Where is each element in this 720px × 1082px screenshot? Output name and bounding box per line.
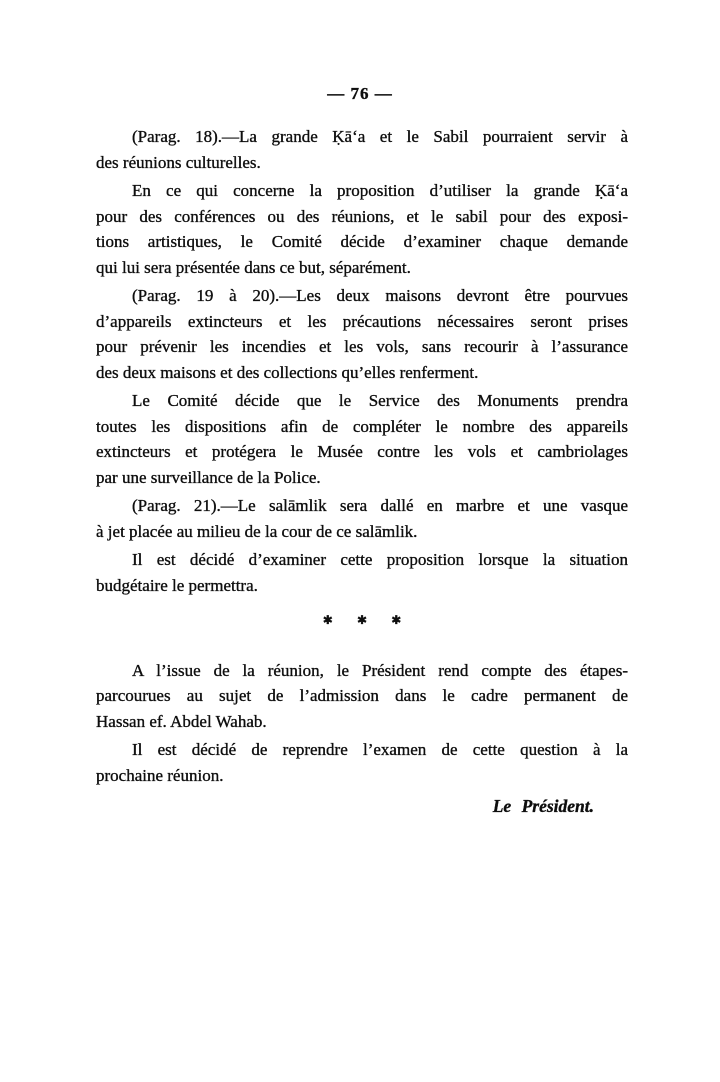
text-line: Le Comité décide que le Service des Monuments prendra (132, 391, 628, 410)
section-divider: ✱ ✱ ✱ (322, 613, 412, 627)
paragraph (96, 388, 628, 490)
text-line: des deux maisons et des collections qu’elles renferment. (96, 362, 479, 382)
text-line: parcourues au sujet de l’admission dans le cadre permanent de (96, 686, 628, 705)
page-number: — 76 — (327, 84, 393, 103)
paragraph (96, 737, 628, 788)
text-line: à jet placée au milieu de la cour de ce salāmlik. (96, 521, 418, 541)
text-line: budgétaire le permettra. (96, 575, 258, 595)
text-line: En ce qui concerne la proposition d’utiliser la grande Ḳā‘a (132, 181, 628, 200)
paragraph (96, 658, 628, 735)
paragraph (96, 178, 628, 280)
paragraph (96, 283, 628, 385)
signature: Le Président. (492, 796, 594, 816)
text-line: Hassan ef. Abdel Wahab. (96, 711, 267, 731)
text-line: pour des conférences ou des réunions, et le sabil pour des exposi- (96, 206, 628, 226)
text-line: par une surveillance de la Police. (96, 467, 321, 487)
text-line: tions artistiques, le Comité décide d’examiner chaque demande (96, 232, 628, 251)
text-line: (Parag. 19 à 20).—Les deux maisons devront être pourvues (132, 286, 628, 305)
text-line: extincteurs et protégera le Musée contre les vols et cambriolages (96, 442, 628, 461)
paragraph (96, 493, 628, 544)
text-line: (Parag. 18).—La grande Ḳā‘a et le Sabil pourraient servir à (132, 127, 628, 146)
paragraph (96, 547, 628, 598)
text-line: toutes les dispositions afin de compléter le nombre des appareils (96, 416, 628, 436)
text-block (96, 124, 628, 820)
text-line: pour prévenir les incendies et les vols, sans recourir à l’assurance (96, 337, 628, 356)
text-line: des réunions culturelles. (96, 152, 261, 172)
text-line: Il est décidé d’examiner cette proposition lorsque la situation (132, 550, 628, 569)
text-line: prochaine réunion. (96, 765, 224, 785)
paragraph (96, 124, 628, 175)
text-line: qui lui sera présentée dans ce but, séparément. (96, 257, 411, 277)
text-line: d’appareils extincteurs et les précautions nécessaires seront prises (96, 311, 628, 331)
text-line: (Parag. 21).—Le salāmlik sera dallé en marbre et une vasque (132, 496, 628, 515)
text-line: A l’issue de la réunion, le Président rend compte des étapes- (132, 660, 628, 680)
text-line: Il est décidé de reprendre l’examen de cette question à la (132, 740, 628, 759)
